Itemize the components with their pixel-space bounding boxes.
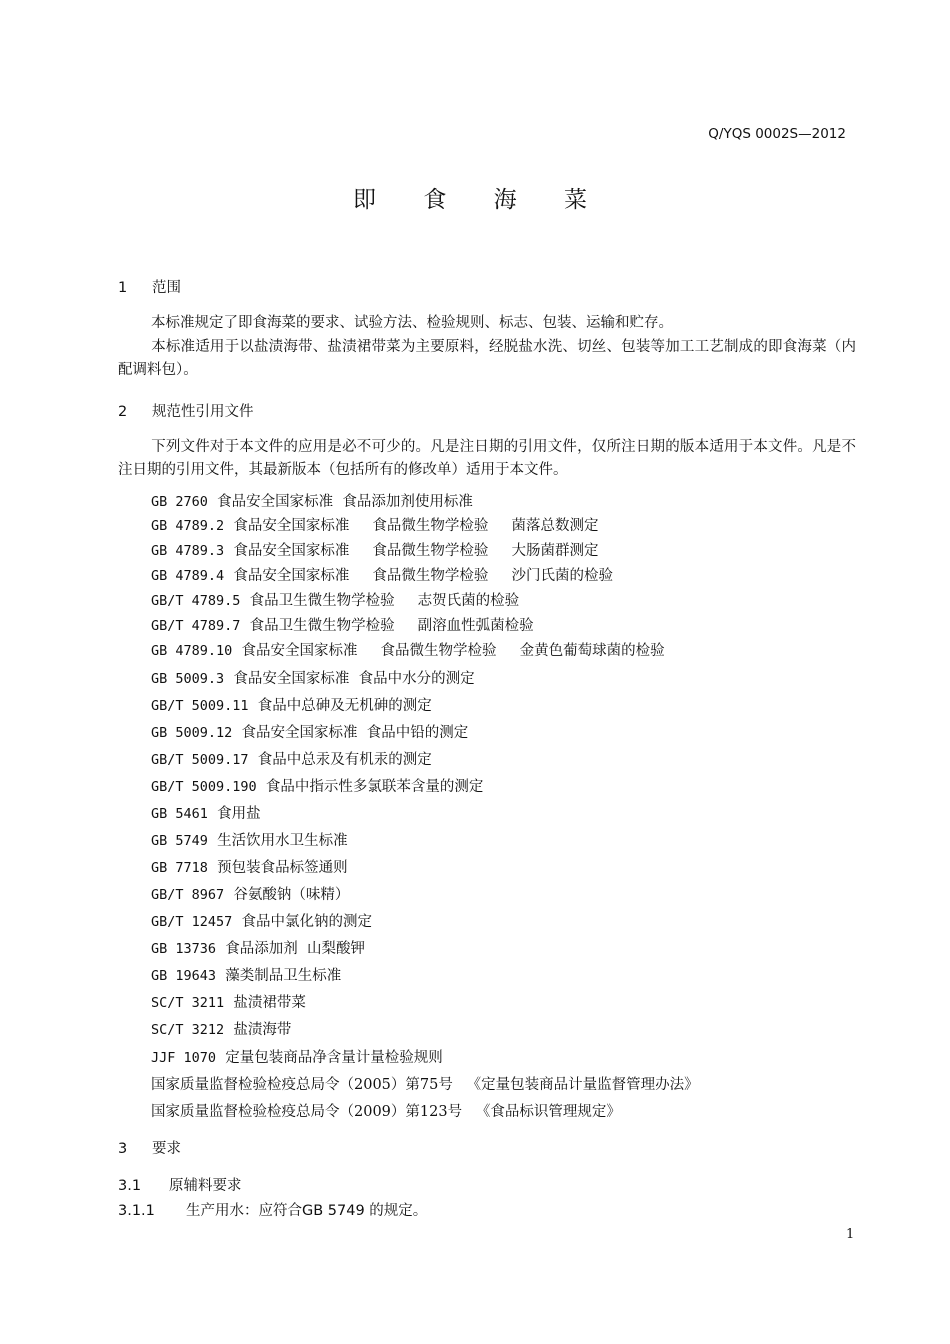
reference-item [151, 748, 432, 769]
reference-title: 食品中总汞及有机汞的测定 [257, 752, 432, 768]
section-1-paragraph-1 [118, 312, 856, 335]
page-number: 1 [846, 1227, 855, 1242]
section-2-paragraph-1 [118, 436, 856, 482]
reference-code: GB 2760 [151, 494, 208, 510]
reference-item [151, 802, 261, 823]
reference-title: 盐渍海带 [233, 1022, 292, 1038]
reference-title: 定量包装商品净含量计量检验规则 [225, 1050, 443, 1066]
section-2-heading [118, 400, 254, 421]
reference-code: GB 13736 [151, 941, 217, 957]
reference-item [151, 721, 468, 742]
reference-code: GB 5749 [151, 833, 208, 849]
paragraph-text: 下列文件对于本文件的应用是必不可少的。凡是注日期的引用文件，仅所注日期的版本适用于本文件。凡是不注日期的引用文件，其最新版本（包括所有的修改单）适用于本文件。 [118, 439, 856, 478]
section-title: 原辅料要求 [169, 1178, 242, 1194]
reference-code: GB 5461 [151, 806, 208, 822]
reference-code: GB 5009.3 [151, 671, 225, 687]
reference-title: 食品安全国家标准 食品中水分的测定 [233, 671, 475, 687]
reference-item [151, 564, 613, 585]
document-title: 即 食 海 菜 [353, 187, 607, 213]
reference-code: GB/T 5009.190 [151, 779, 257, 795]
reference-item [151, 539, 598, 560]
section-1-heading [118, 276, 181, 297]
reference-title: 食品中氯化钠的测定 [241, 914, 372, 930]
section-number: 1 [118, 280, 128, 296]
section-title: 要求 [152, 1141, 181, 1157]
reference-title: 食品安全国家标准 食品微生物学检验 菌落总数测定 [233, 518, 599, 534]
reference-title: 食品中指示性多氯联苯含量的测定 [265, 779, 484, 795]
reference-title: 藻类制品卫生标准 [225, 968, 342, 984]
reference-code: GB/T 5009.17 [151, 752, 249, 768]
reference-title: 食品卫生微生物学检验 副溶血性弧菌检验 [249, 618, 534, 634]
reference-item [151, 883, 349, 904]
reference-title: 国家质量监督检验检疫总局令（2005）第75号 《定量包装商品计量监督管理办法》 [151, 1077, 699, 1093]
reference-code: GB 4789.2 [151, 518, 225, 534]
reference-title: 食用盐 [217, 806, 261, 822]
reference-item [151, 1046, 443, 1067]
reference-code: GB/T 4789.7 [151, 618, 241, 634]
reference-title: 食品添加剂 山梨酸钾 [225, 941, 365, 957]
reference-code: GB/T 5009.11 [151, 698, 249, 714]
reference-code: SC/T 3212 [151, 1022, 225, 1038]
reference-code: SC/T 3211 [151, 995, 225, 1011]
reference-item [151, 964, 341, 985]
clause-text: 生产用水：应符合GB 5749 的规定。 [186, 1203, 428, 1219]
reference-code: JJF 1070 [151, 1050, 217, 1066]
reference-item [151, 514, 598, 535]
reference-code: GB/T 4789.5 [151, 593, 241, 609]
reference-code: GB 4789.4 [151, 568, 225, 584]
reference-code: GB 5009.12 [151, 725, 233, 741]
section-number: 2 [118, 404, 128, 420]
reference-title: 谷氨酸钠（味精） [233, 887, 350, 903]
reference-title: 生活饮用水卫生标准 [217, 833, 348, 849]
section-number: 3 [118, 1141, 128, 1157]
reference-item [151, 639, 665, 660]
reference-title: 预包装食品标签通则 [217, 860, 348, 876]
reference-code: GB 7718 [151, 860, 208, 876]
reference-item [151, 910, 372, 931]
reference-item [151, 1018, 291, 1039]
reference-code: GB/T 12457 [151, 914, 233, 930]
reference-title: 食品安全国家标准 食品微生物学检验 大肠菌群测定 [233, 543, 599, 559]
reference-item [151, 589, 519, 610]
reference-title: 食品卫生微生物学检验 志贺氏菌的检验 [249, 593, 520, 609]
reference-item [151, 856, 348, 877]
reference-code: GB 4789.10 [151, 643, 233, 659]
section-3-1-heading [118, 1174, 242, 1195]
section-title: 规范性引用文件 [152, 404, 254, 420]
reference-title: 食品安全国家标准 食品中铅的测定 [241, 725, 469, 741]
section-number: 3.1 [118, 1178, 142, 1194]
reference-item [151, 1100, 621, 1121]
reference-item [151, 694, 432, 715]
section-title: 范围 [152, 280, 181, 296]
reference-title: 食品中总砷及无机砷的测定 [257, 698, 432, 714]
reference-code: GB 19643 [151, 968, 217, 984]
reference-item [151, 1073, 699, 1094]
reference-code: GB 4789.3 [151, 543, 225, 559]
reference-item [151, 829, 348, 850]
reference-item [151, 775, 483, 796]
section-1-paragraph-2 [118, 336, 856, 382]
reference-item [151, 614, 534, 635]
section-number: 3.1.1 [118, 1203, 155, 1219]
reference-title: 食品安全国家标准 食品微生物学检验 金黄色葡萄球菌的检验 [241, 643, 665, 659]
document-code: Q/YQS 0002S—2012 [708, 126, 846, 142]
reference-title: 盐渍裙带菜 [233, 995, 306, 1011]
reference-title: 国家质量监督检验检疫总局令（2009）第123号 《食品标识管理规定》 [151, 1104, 621, 1120]
reference-item [151, 490, 473, 511]
section-3-1-1-clause [118, 1199, 427, 1220]
reference-item [151, 667, 475, 688]
reference-item [151, 937, 365, 958]
reference-code: GB/T 8967 [151, 887, 225, 903]
paragraph-text: 本标准规定了即食海菜的要求、试验方法、检验规则、标志、包装、运输和贮存。 [151, 315, 673, 331]
reference-title: 食品安全国家标准 食品微生物学检验 沙门氏菌的检验 [233, 568, 613, 584]
reference-title: 食品安全国家标准 食品添加剂使用标准 [217, 494, 473, 510]
section-3-heading [118, 1137, 181, 1158]
reference-item [151, 991, 306, 1012]
paragraph-text: 本标准适用于以盐渍海带、盐渍裙带菜为主要原料，经脱盐水洗、切丝、包装等加工工艺制成的即食海菜（内配调料包）。 [118, 339, 856, 378]
